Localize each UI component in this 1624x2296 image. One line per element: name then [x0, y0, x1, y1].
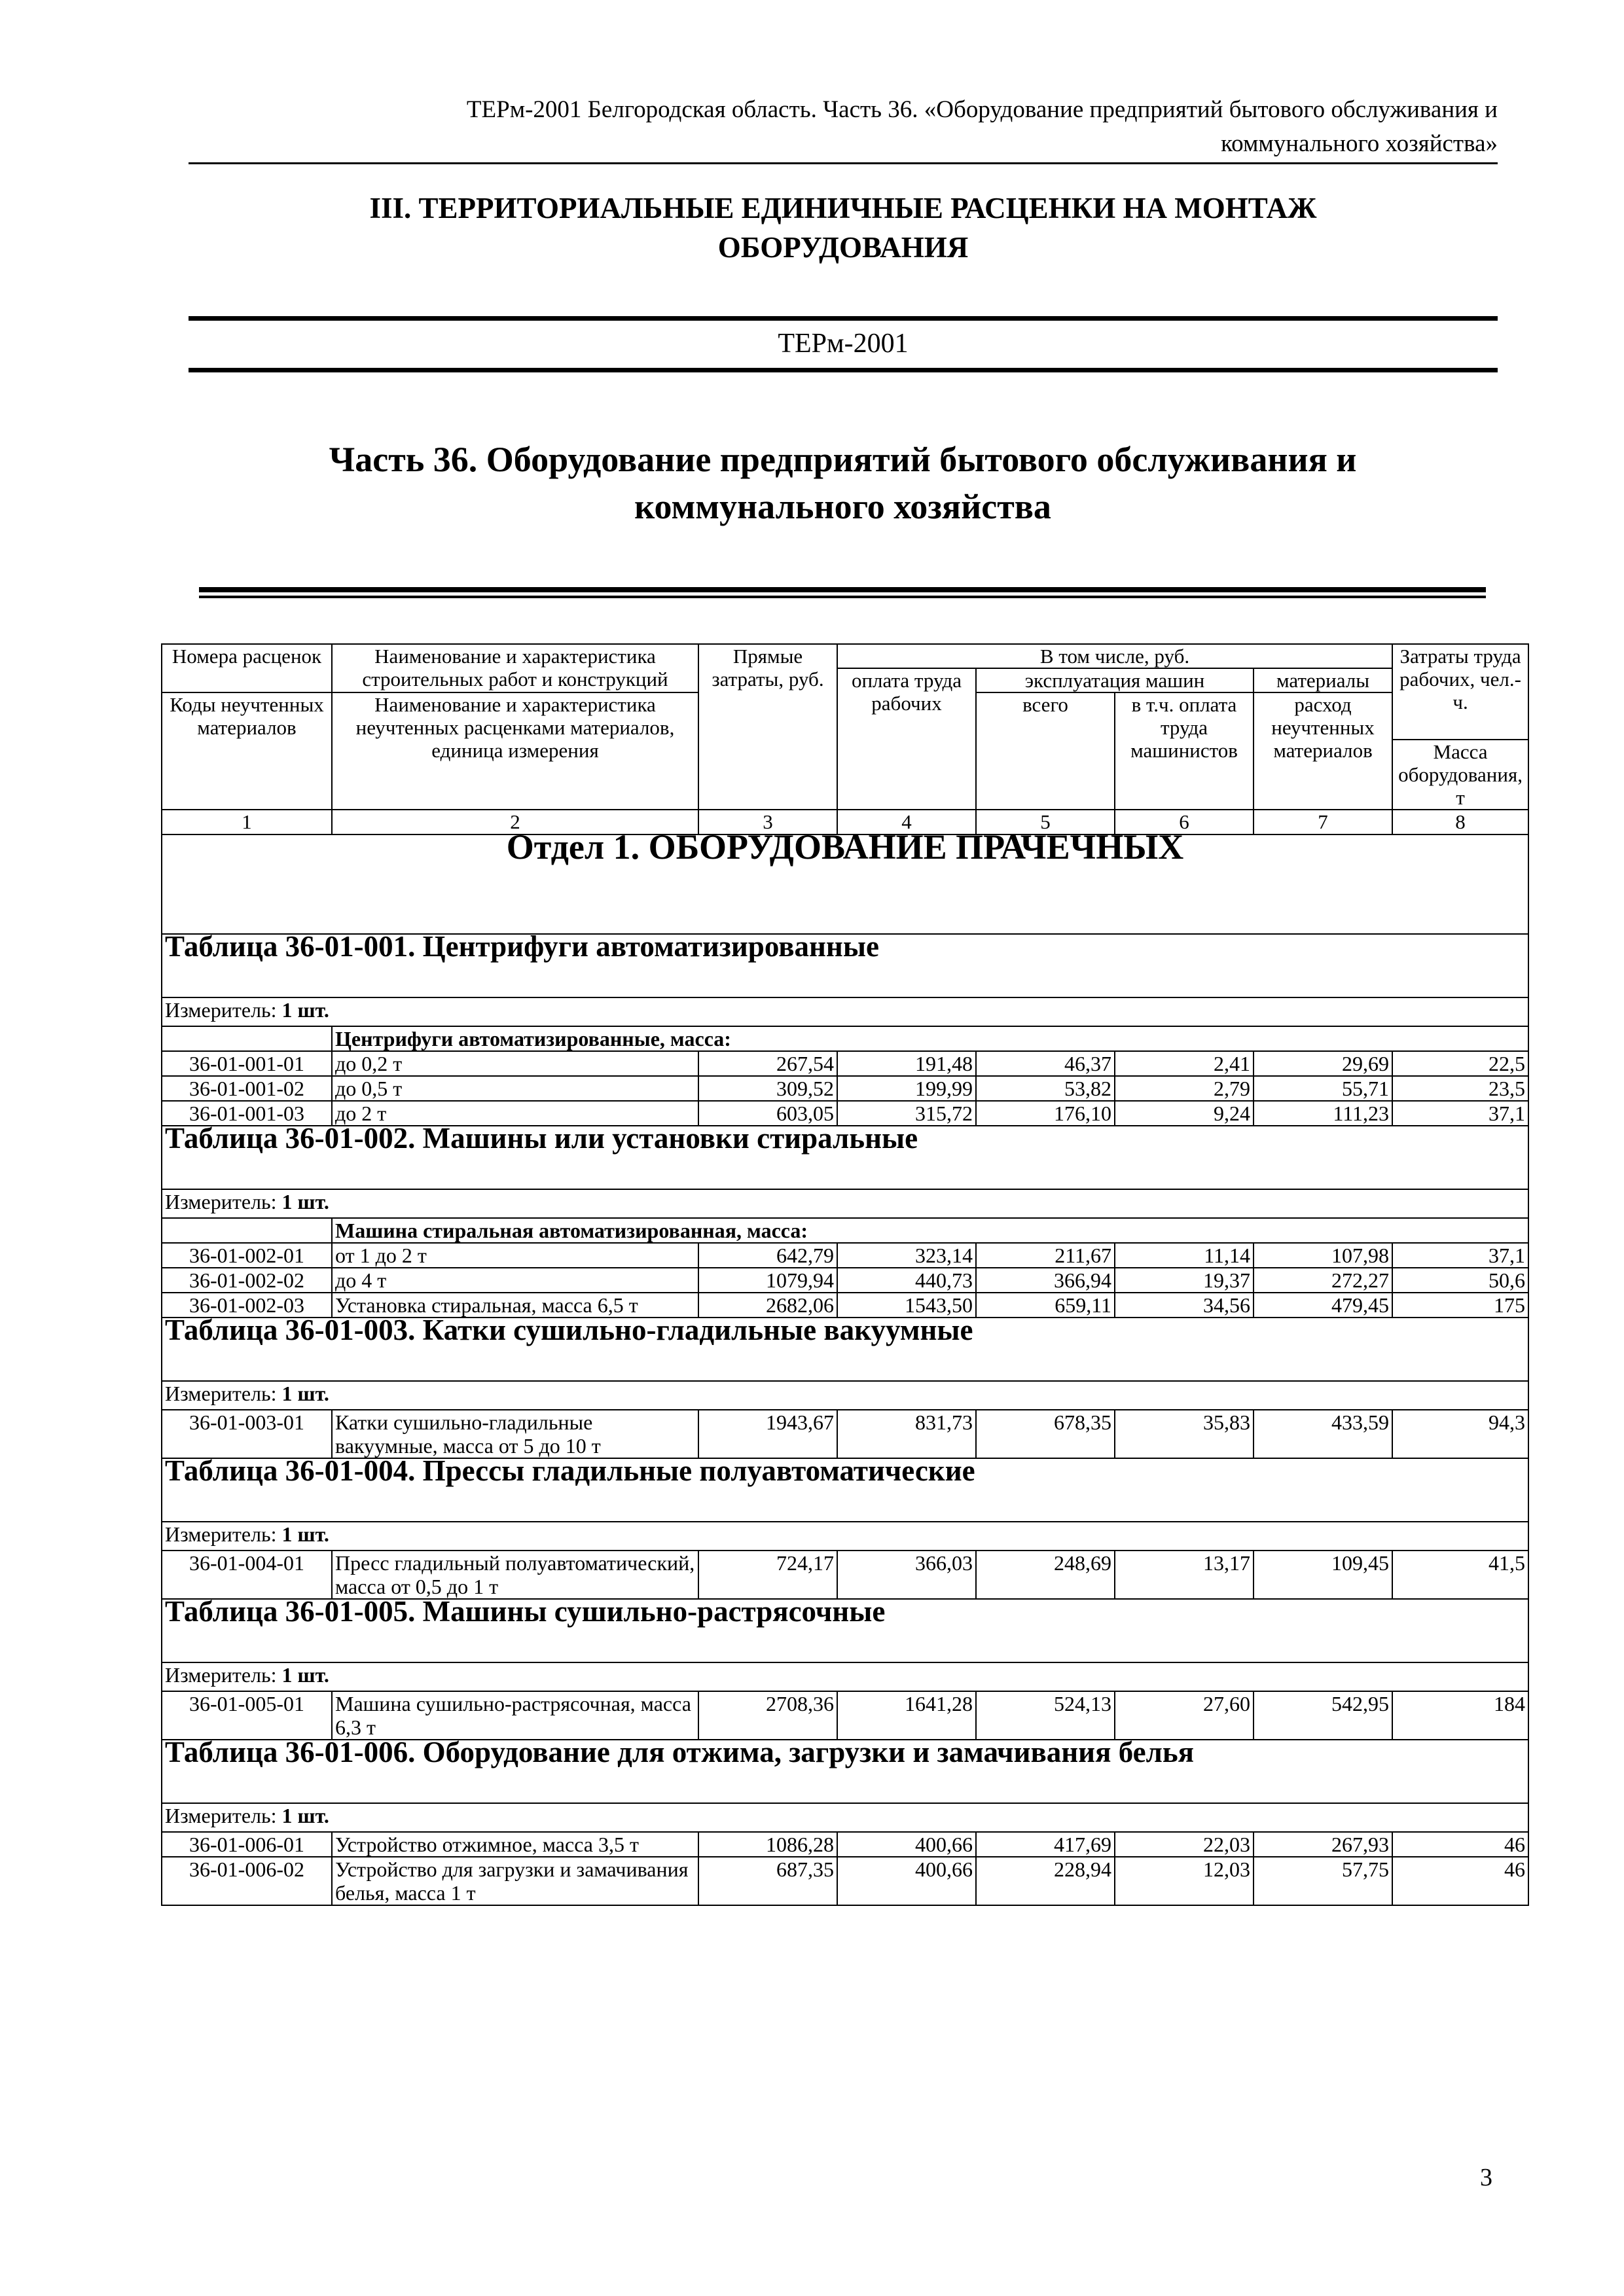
- materials-cost: 55,71: [1254, 1076, 1392, 1101]
- section-title: [189, 188, 1498, 267]
- direct-costs: 603,05: [698, 1101, 837, 1126]
- header-materials: материалы: [1254, 668, 1392, 692]
- table-title: Таблица 36-01-006. Оборудование для отжима, загрузки и замачивания белья: [162, 1740, 1528, 1803]
- rate-code: 36-01-003-01: [162, 1410, 332, 1458]
- header-work-name: Наименование и характеристика строительных работ и конструкций: [332, 644, 698, 692]
- meter-value: 1 шт.: [281, 1663, 329, 1687]
- direct-costs: 1943,67: [698, 1410, 837, 1458]
- part-title-line1: Часть 36. Оборудование предприятий бытового обслуживания и: [329, 440, 1357, 479]
- meter-row: [162, 1189, 1528, 1218]
- table-row: [162, 1293, 1528, 1318]
- table-row: [162, 1551, 1528, 1599]
- header-operator-pay: в т.ч. оплата труда машинистов: [1115, 692, 1254, 810]
- header-material-codes: Коды неучтенных материалов: [162, 692, 332, 810]
- meter-label: Измеритель:: [165, 1663, 277, 1687]
- worker-pay: 1641,28: [837, 1691, 976, 1740]
- materials-cost: 107,98: [1254, 1243, 1392, 1268]
- operator-pay: 22,03: [1115, 1832, 1254, 1857]
- meter: [162, 1189, 1528, 1218]
- labor-hours: 37,1: [1392, 1101, 1528, 1126]
- materials-cost: 479,45: [1254, 1293, 1392, 1318]
- table-row: [162, 1076, 1528, 1101]
- labor-hours: 175: [1392, 1293, 1528, 1318]
- direct-costs: 724,17: [698, 1551, 837, 1599]
- table-row: [162, 1832, 1528, 1857]
- operator-pay: 11,14: [1115, 1243, 1254, 1268]
- header-material-names: Наименование и характеристика неучтенных расценками материалов, единица измерения: [332, 692, 698, 810]
- table-title-row: [162, 1458, 1528, 1522]
- table-title: Таблица 36-01-003. Катки сушильно-гладильные вакуумные: [162, 1318, 1528, 1381]
- labor-hours: 22,5: [1392, 1051, 1528, 1076]
- meter-row: [162, 1381, 1528, 1410]
- part-rule-bottom: [199, 596, 1486, 598]
- direct-costs: 1086,28: [698, 1832, 837, 1857]
- group-label: Центрифуги автоматизированные, масса:: [332, 1026, 1528, 1051]
- worker-pay: 366,03: [837, 1551, 976, 1599]
- direct-costs: 309,52: [698, 1076, 837, 1101]
- labor-hours: 46: [1392, 1832, 1528, 1857]
- part-rule-top: [199, 587, 1486, 592]
- materials-cost: 57,75: [1254, 1857, 1392, 1905]
- column-number: 1: [162, 810, 332, 834]
- column-number: 7: [1254, 810, 1392, 834]
- code-rule-top: [189, 316, 1498, 321]
- work-name: до 0,2 т: [332, 1051, 698, 1076]
- work-name: Устройство отжимное, масса 3,5 т: [332, 1832, 698, 1857]
- rate-code: 36-01-005-01: [162, 1691, 332, 1740]
- rate-code: 36-01-001-01: [162, 1051, 332, 1076]
- running-header-line1: ТЕРм-2001 Белгородская область. Часть 36. «Оборудование предприятий бытового обслуживания и: [466, 96, 1498, 123]
- header-including: В том числе, руб.: [837, 644, 1392, 668]
- worker-pay: 400,66: [837, 1832, 976, 1857]
- machines-total: 366,94: [976, 1268, 1115, 1293]
- header-equipment-mass: Масса оборудования, т: [1392, 740, 1528, 810]
- table-title-row: [162, 1599, 1528, 1662]
- operator-pay: 13,17: [1115, 1551, 1254, 1599]
- table-title: Таблица 36-01-001. Центрифуги автоматизированные: [162, 934, 1528, 997]
- page-number: 3: [1480, 2164, 1492, 2191]
- rate-code: 36-01-001-03: [162, 1101, 332, 1126]
- code-rule-bottom: [189, 368, 1498, 372]
- worker-pay: 440,73: [837, 1268, 976, 1293]
- meter-row: [162, 1662, 1528, 1691]
- operator-pay: 34,56: [1115, 1293, 1254, 1318]
- machines-total: 228,94: [976, 1857, 1115, 1905]
- running-header: [196, 93, 1498, 161]
- section-title-line1: III. ТЕРРИТОРИАЛЬНЫЕ ЕДИНИЧНЫЕ РАСЦЕНКИ НА МОНТАЖ: [369, 192, 1317, 224]
- operator-pay: 2,41: [1115, 1051, 1254, 1076]
- worker-pay: 323,14: [837, 1243, 976, 1268]
- labor-hours: 41,5: [1392, 1551, 1528, 1599]
- work-name: Машина сушильно-растрясочная, масса 6,3 т: [332, 1691, 698, 1740]
- machines-total: 46,37: [976, 1051, 1115, 1076]
- worker-pay: 400,66: [837, 1857, 976, 1905]
- work-name: Пресс гладильный полуавтоматический, масса от 0,5 до 1 т: [332, 1551, 698, 1599]
- header-rate-numbers: Номера расценок: [162, 644, 332, 692]
- table-title-row: [162, 1740, 1528, 1803]
- direct-costs: 687,35: [698, 1857, 837, 1905]
- meter-label: Измеритель:: [165, 1382, 277, 1405]
- header-worker-pay: оплата труда рабочих: [837, 668, 976, 810]
- column-number: 8: [1392, 810, 1528, 834]
- section-title-line2: ОБОРУДОВАНИЯ: [717, 231, 969, 264]
- column-number: 2: [332, 810, 698, 834]
- meter-value: 1 шт.: [281, 1190, 329, 1213]
- operator-pay: 9,24: [1115, 1101, 1254, 1126]
- work-name: до 0,5 т: [332, 1076, 698, 1101]
- rate-code: 36-01-002-01: [162, 1243, 332, 1268]
- labor-hours: 184: [1392, 1691, 1528, 1740]
- worker-pay: 191,48: [837, 1051, 976, 1076]
- column-number: 3: [698, 810, 837, 834]
- header-labor-hours: Затраты труда рабочих, чел.-ч.: [1392, 644, 1528, 740]
- meter: [162, 1803, 1528, 1832]
- materials-cost: 267,93: [1254, 1832, 1392, 1857]
- machines-total: 659,11: [976, 1293, 1115, 1318]
- work-name: Устройство для загрузки и замачивания белья, масса 1 т: [332, 1857, 698, 1905]
- worker-pay: 831,73: [837, 1410, 976, 1458]
- header-divider: [189, 162, 1498, 164]
- table-row: [162, 1243, 1528, 1268]
- meter: [162, 1522, 1528, 1551]
- meter: [162, 997, 1528, 1026]
- department-title: Отдел 1. ОБОРУДОВАНИЕ ПРАЧЕЧНЫХ: [162, 834, 1528, 934]
- column-number: 5: [976, 810, 1115, 834]
- direct-costs: 267,54: [698, 1051, 837, 1076]
- worker-pay: 1543,50: [837, 1293, 976, 1318]
- table-title: Таблица 36-01-002. Машины или установки стиральные: [162, 1126, 1528, 1189]
- meter-value: 1 шт.: [281, 1382, 329, 1405]
- table-row: [162, 1410, 1528, 1458]
- work-name: до 4 т: [332, 1268, 698, 1293]
- machines-total: 417,69: [976, 1832, 1115, 1857]
- group-row: [162, 1026, 1528, 1051]
- group-empty-cell: [162, 1026, 332, 1051]
- worker-pay: 199,99: [837, 1076, 976, 1101]
- rate-code: 36-01-002-02: [162, 1268, 332, 1293]
- group-row: [162, 1218, 1528, 1243]
- meter-label: Измеритель:: [165, 1190, 277, 1213]
- work-name: от 1 до 2 т: [332, 1243, 698, 1268]
- machines-total: 53,82: [976, 1076, 1115, 1101]
- meter: [162, 1662, 1528, 1691]
- labor-hours: 46: [1392, 1857, 1528, 1905]
- labor-hours: 50,6: [1392, 1268, 1528, 1293]
- materials-cost: 433,59: [1254, 1410, 1392, 1458]
- materials-cost: 111,23: [1254, 1101, 1392, 1126]
- meter-label: Измеритель:: [165, 1522, 277, 1546]
- operator-pay: 35,83: [1115, 1410, 1254, 1458]
- operator-pay: 2,79: [1115, 1076, 1254, 1101]
- table-row: [162, 1101, 1528, 1126]
- machines-total: 176,10: [976, 1101, 1115, 1126]
- header-machines-total: всего: [976, 692, 1115, 810]
- rate-code: 36-01-006-02: [162, 1857, 332, 1905]
- labor-hours: 23,5: [1392, 1076, 1528, 1101]
- machines-total: 524,13: [976, 1691, 1115, 1740]
- group-empty-cell: [162, 1218, 332, 1243]
- header-direct-costs: Прямые затраты, руб.: [698, 644, 837, 810]
- table-title-row: [162, 934, 1528, 997]
- meter-value: 1 шт.: [281, 998, 329, 1022]
- running-header-line2: коммунального хозяйства»: [1221, 130, 1498, 157]
- table-row: [162, 1691, 1528, 1740]
- materials-cost: 109,45: [1254, 1551, 1392, 1599]
- meter-row: [162, 1803, 1528, 1832]
- column-number: 6: [1115, 810, 1254, 834]
- table-title-row: [162, 1318, 1528, 1381]
- direct-costs: 642,79: [698, 1243, 837, 1268]
- rates-table: [161, 643, 1529, 1906]
- work-name: Катки сушильно-гладильные вакуумные, масса от 5 до 10 т: [332, 1410, 698, 1458]
- direct-costs: 2708,36: [698, 1691, 837, 1740]
- table-title-row: [162, 1126, 1528, 1189]
- part-title: [196, 436, 1489, 530]
- rate-code: 36-01-001-02: [162, 1076, 332, 1101]
- meter-row: [162, 1522, 1528, 1551]
- header-material-consumption: расход неучтенных материалов: [1254, 692, 1392, 810]
- meter-value: 1 шт.: [281, 1522, 329, 1546]
- operator-pay: 19,37: [1115, 1268, 1254, 1293]
- machines-total: 248,69: [976, 1551, 1115, 1599]
- table-title: Таблица 36-01-004. Прессы гладильные полуавтоматические: [162, 1458, 1528, 1522]
- work-name: Установка стиральная, масса 6,5 т: [332, 1293, 698, 1318]
- labor-hours: 94,3: [1392, 1410, 1528, 1458]
- meter-label: Измеритель:: [165, 998, 277, 1022]
- direct-costs: 1079,94: [698, 1268, 837, 1293]
- operator-pay: 27,60: [1115, 1691, 1254, 1740]
- rate-code: 36-01-006-01: [162, 1832, 332, 1857]
- direct-costs: 2682,06: [698, 1293, 837, 1318]
- meter-label: Измеритель:: [165, 1804, 277, 1827]
- meter-row: [162, 997, 1528, 1026]
- table-title: Таблица 36-01-005. Машины сушильно-растрясочные: [162, 1599, 1528, 1662]
- meter: [162, 1381, 1528, 1410]
- machines-total: 211,67: [976, 1243, 1115, 1268]
- work-name: до 2 т: [332, 1101, 698, 1126]
- document-code: ТЕРм-2001: [778, 329, 909, 359]
- column-number: 4: [837, 810, 976, 834]
- group-label: Машина стиральная автоматизированная, масса:: [332, 1218, 1528, 1243]
- part-title-line2: коммунального хозяйства: [634, 487, 1051, 526]
- rate-code: 36-01-002-03: [162, 1293, 332, 1318]
- operator-pay: 12,03: [1115, 1857, 1254, 1905]
- table-row: [162, 1051, 1528, 1076]
- meter-value: 1 шт.: [281, 1804, 329, 1827]
- header-machine-operation: эксплуатация машин: [976, 668, 1254, 692]
- materials-cost: 542,95: [1254, 1691, 1392, 1740]
- worker-pay: 315,72: [837, 1101, 976, 1126]
- materials-cost: 272,27: [1254, 1268, 1392, 1293]
- table-row: [162, 1268, 1528, 1293]
- machines-total: 678,35: [976, 1410, 1115, 1458]
- materials-cost: 29,69: [1254, 1051, 1392, 1076]
- rate-code: 36-01-004-01: [162, 1551, 332, 1599]
- labor-hours: 37,1: [1392, 1243, 1528, 1268]
- table-row: [162, 1857, 1528, 1905]
